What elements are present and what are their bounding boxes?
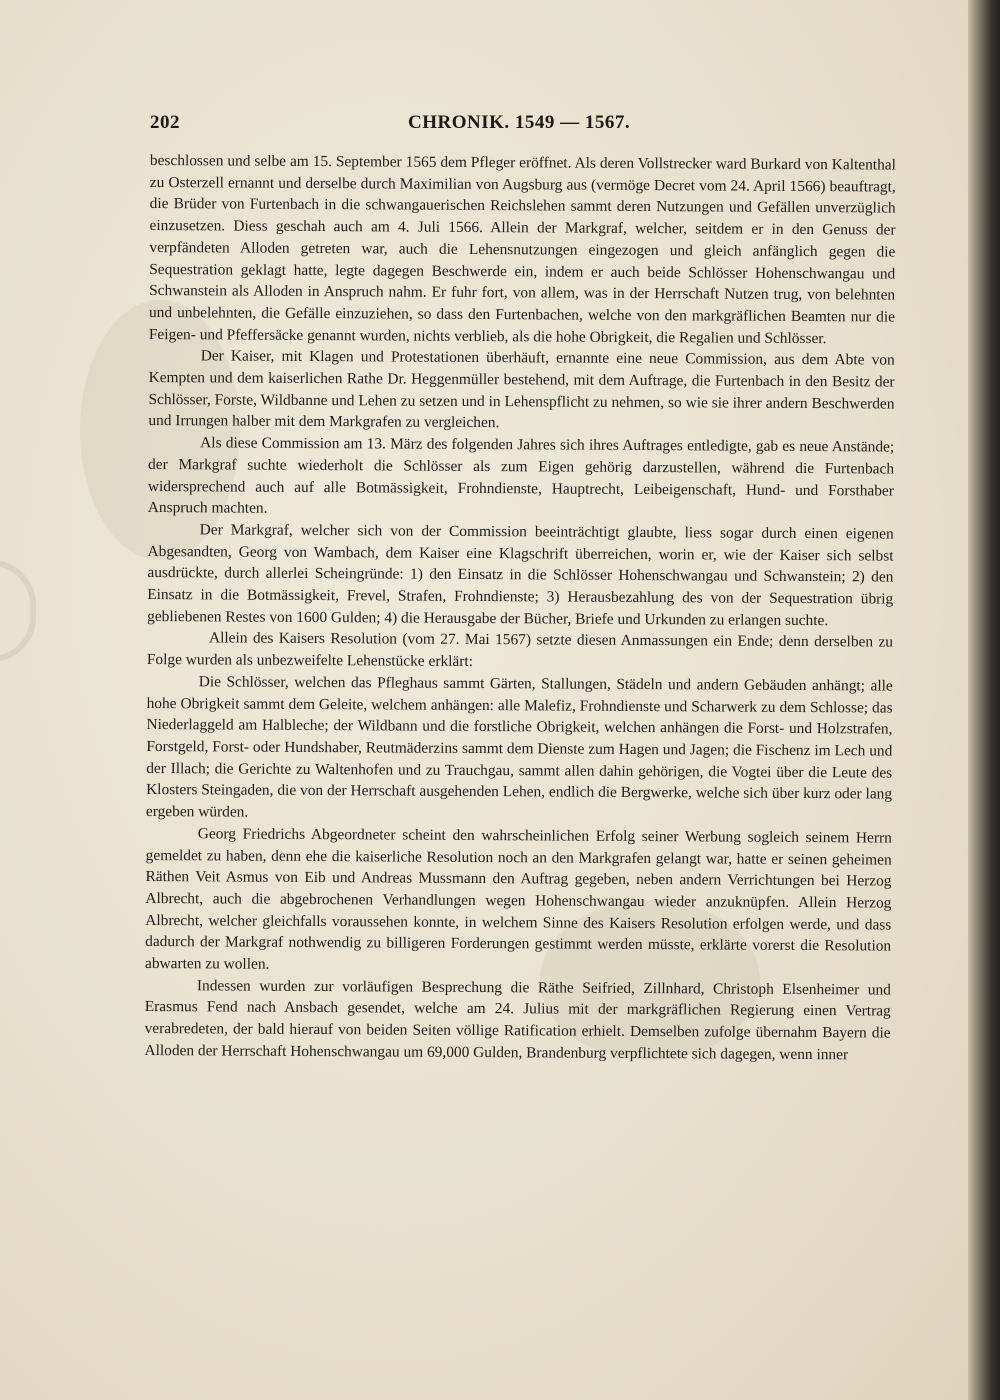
paragraph-8: Indessen wurden zur vorläufigen Besprechung die Räthe Seifried, Zillnhard, Christoph Elsenheimer und Erasmus Fend nach Ansbach gesendet, welche am 24. Julius mit der markgräflichen Regierung einen Vertrag verabredeten, der bald hierauf von beiden Seiten völlige Ratification erhielt. Demselben zufolge übernahm Bayern die Alloden der Herrschaft Hohenschwangau um 69,000 Gulden, Brandenburg verpflichtete sich dagegen, wenn inner (144, 977, 891, 1064)
book-binding-edge (968, 0, 1000, 1400)
paragraph-2: Der Kaiser, mit Klagen und Protestationen überhäuft, ernannte eine neue Commission, aus dem Abte von Kempten und dem kaiserlichen Rathe Dr. Heggenmüller bestehend, mit dem Auftrage, die Furtenbach in den Besitz der Schlösser, Forste, Wildbanne und Lehen zu setzen und in Lehenspflicht zu nehmen, so wie sie ihrer andern Beschwerden und Irrungen halber mit dem Markgrafen zu vergleichen. (148, 347, 895, 432)
paragraph-6: Die Schlösser, welchen das Pfleghaus sammt Gärten, Stallungen, Städeln und andern Gebäuden anhängt; alle hohe Obrigkeit sammt dem Geleite, welchem anhängen: alle Malefiz, Frohndienste und Scharwerk zu dem Schlosse; das Niederlaggeld am Halbleche; der Wildbann und die forstliche Obrigkeit, welchen anhängen die Forst- und Holzstrafen, Forstgeld, Forst- oder Hundshaber, Reutmäderzins sammt dem Dienste zum Hagen und Jagen; die Fischenz im Lech und der Illach; die Gerichte zu Waltenhofen und zu Trauchgau, sammt allen dahin gehörigen, die Vogtei über die Leute des Klosters Steingaden, die von der Herrschaft ausgehenden Lehen, endlich die Bergwerke, welche sich über kurz oder lang ergeben würden. (145, 673, 893, 821)
page-header (150, 112, 890, 142)
paragraph-7: Georg Friedrichs Abgeordneter scheint den wahrscheinlichen Erfolg seiner Werbung sogleich seinem Herrn gemeldet zu haben, denn ehe die kaiserliche Resolution noch an den Markgrafen gelangt war, hatte er seinen geheimen Räthen Veit Asmus von Eib und Andreas Mussmann den Auftrag gegeben, neben andern Verrichtungen bei Herzog Albrecht, auch die abgebrochenen Verhandlungen wegen Hohenschwangau wieder anzuknüpfen. Allein Herzog Albrecht, welcher gleichfalls voraussehen konnte, in welchem Sinne des Kaisers Resolution erfolgen werde, und dass dadurch der Markgraf nothwendig zu billigeren Forderungen gestimmt werden müsste, erklärte vorerst die Resolution abwarten zu wollen. (144, 825, 892, 973)
paragraph-5: Allein des Kaisers Resolution (vom 27. Mai 1567) setzte diesen Anmassungen ein Ende; denn derselben zu Folge wurden als unbezweifelte Lehenstücke erklärt: (146, 629, 894, 671)
paragraph-4: Der Markgraf, welcher sich von der Commission beeinträchtigt glaubte, liess sogar durch einen eigenen Abgesandten, Georg von Wambach, dem Kaiser eine Klagschrift überreichen, worin er, wie der Kaiser sich selbst ausdrückte, durch allerlei Scheingründe: 1) den Einsatz in die Schlösser Hohenschwangau und Schwanstein; 2) den Einsatz in die Botmässigkeit, Frevel, Strafen, Frohndienste; 3) Herausbezahlung des von der Sequestration übrig gebliebenen Restes von 1600 Gulden; 4) die Herausgabe der Bücher, Briefe und Urkunden zu erlangen suchte. (147, 521, 894, 629)
running-title: CHRONIK. 1549 — 1567. (408, 112, 631, 133)
paper-clip-mark (0, 560, 36, 662)
paragraph-1: beschlossen und selbe am 15. September 1565 dem Pfleger eröffnet. Als deren Vollstrecker ward Burkard von Kaltenthal zu Osterzell ernannt und derselbe durch Maximilian von Augsburg aus (vermöge Decret vom 24. April 1566) beauftragt, die Brüder von Furtenbach in die schwangauerischen Reichslehen sammt deren Nutzungen und Gefällen unverzüglich einzusetzen. Diess geschah auch am 4. Juli 1566. Allein der Markgraf, welcher, seitdem er in den Genuss der verpfändeten Alloden getreten war, auch die Lehensnutzungen eingezogen und gleich anfänglich gegen die Sequestration geklagt hatte, legte dagegen Beschwerde ein, indem er auch beide Schlösser Hohenschwangau und Schwanstein als Alloden in Anspruch nahm. Er fuhr fort, von allem, was in der Herrschaft Nutzen trug, von belehnten und unbelehnten, die Gefälle einzuziehen, so dass den Furtenbachen, welche von den markgräflichen Beamten nur die Feigen- und Pfeffersäcke genannt wurden, nichts verblieb, als die hohe Obrigkeit, die Regalien und Schlösser. (148, 151, 896, 347)
body-text (144, 150, 896, 1066)
page-number: 202 (150, 112, 180, 133)
paragraph-3: Als diese Commission am 13. März des folgenden Jahres sich ihres Auftrages entledigte, gab es neue Anstände; der Markgraf suchte wiederholt die Schlösser als zum Eigen gehörig darzustellen, während die Furtenbach widersprechend auch auf alle Botmässigkeit, Frohndienste, Hauptrecht, Leibeigenschaft, Hund- und Forsthaber Anspruch machten. (147, 434, 895, 517)
